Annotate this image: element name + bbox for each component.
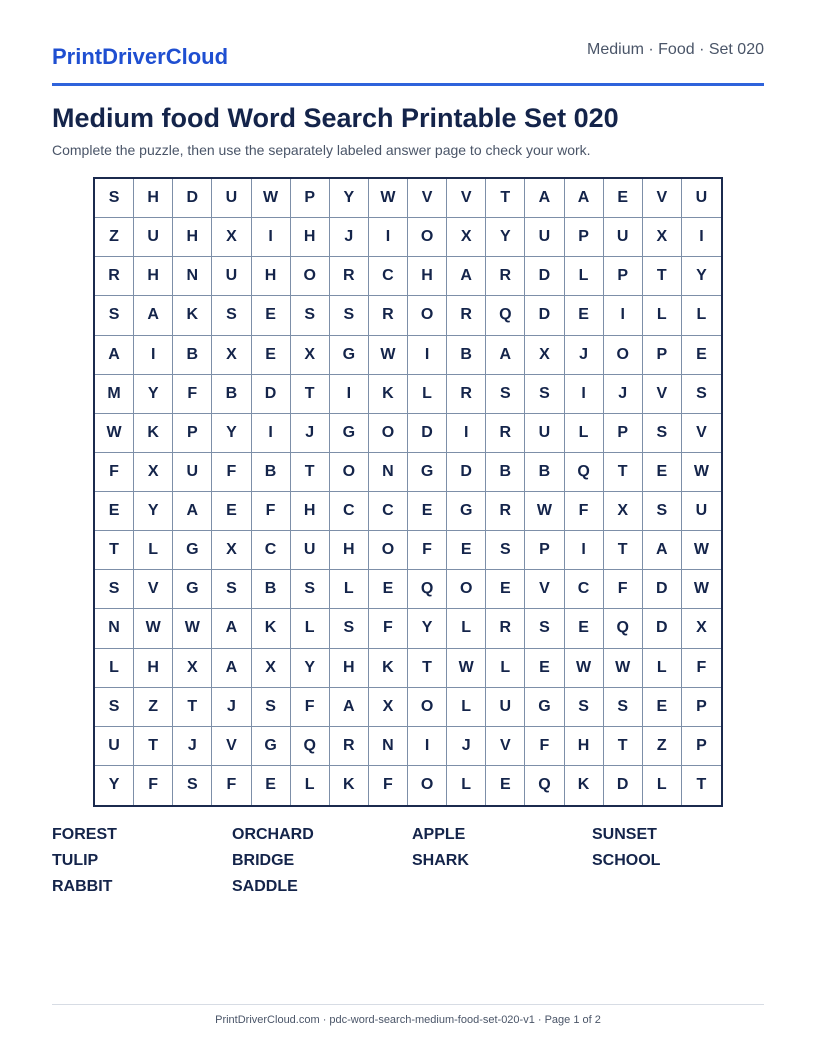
grid-cell: E [643,453,682,492]
grid-cell: H [291,492,330,531]
grid-cell: A [330,688,369,727]
grid-cell: E [682,336,721,375]
grid-cell: S [565,688,604,727]
grid-cell: E [525,649,564,688]
grid-cell: I [565,375,604,414]
grid-cell: F [369,609,408,648]
grid-cell: W [369,179,408,218]
grid-cell: O [408,218,447,257]
grid-cell: R [369,296,408,335]
grid-cell: F [212,453,251,492]
grid-cell: Q [408,570,447,609]
grid-cell: B [212,375,251,414]
grid-cell: A [212,649,251,688]
grid-cell: B [173,336,212,375]
grid-cell: R [95,257,134,296]
grid-cell: S [95,296,134,335]
grid-cell: B [447,336,486,375]
grid-cell: O [291,257,330,296]
grid-cell: U [525,218,564,257]
grid-cell: P [643,336,682,375]
word-list-item: SHARK [412,852,469,869]
grid-cell: X [252,649,291,688]
grid-cell: S [95,688,134,727]
grid-cell: C [369,257,408,296]
grid-cell: X [212,336,251,375]
grid-cell: K [369,649,408,688]
grid-cell: A [486,336,525,375]
grid-cell: A [643,531,682,570]
grid-cell: G [252,727,291,766]
grid-cell: I [565,531,604,570]
grid-cell: L [291,766,330,805]
grid-cell: A [95,336,134,375]
word-list-item: APPLE [412,826,466,843]
word-list-item: SUNSET [592,826,657,843]
grid-cell: H [408,257,447,296]
grid-cell: L [408,375,447,414]
grid-cell: I [369,218,408,257]
grid-cell: E [212,492,251,531]
page-footer: PrintDriverCloud.com · pdc-word-search-medium-food-set-020-v1 · Page 1 of 2 [215,1014,601,1026]
grid-cell: S [291,570,330,609]
grid-cell: V [525,570,564,609]
grid-cell: S [173,766,212,805]
grid-cell: C [252,531,291,570]
grid-cell: D [173,179,212,218]
grid-cell: P [291,179,330,218]
grid-cell: L [643,296,682,335]
grid-cell: S [525,375,564,414]
grid-cell: Y [291,649,330,688]
grid-cell: J [173,727,212,766]
grid-cell: G [173,570,212,609]
grid-cell: K [565,766,604,805]
grid-cell: N [369,727,408,766]
grid-cell: S [682,375,721,414]
word-list-item: BRIDGE [232,852,295,869]
grid-cell: T [134,727,173,766]
grid-cell: D [408,414,447,453]
grid-cell: H [252,257,291,296]
grid-cell: J [291,414,330,453]
grid-cell: W [565,649,604,688]
grid-cell: L [486,649,525,688]
grid-cell: N [369,453,408,492]
grid-cell: F [525,727,564,766]
grid-cell: Y [486,218,525,257]
grid-cell: S [486,531,525,570]
grid-cell: H [173,218,212,257]
grid-cell: T [95,531,134,570]
grid-cell: K [369,375,408,414]
grid-cell: L [291,609,330,648]
grid-cell: Q [291,727,330,766]
grid-cell: W [682,570,721,609]
grid-cell: E [565,609,604,648]
word-list-item: RABBIT [52,878,113,895]
grid-cell: E [252,766,291,805]
grid-cell: I [408,727,447,766]
grid-cell: V [408,179,447,218]
grid-cell: C [565,570,604,609]
grid-cell: R [330,727,369,766]
grid-cell: X [134,453,173,492]
word-list-item: SCHOOL [592,852,661,869]
grid-cell: Y [330,179,369,218]
grid-cell: F [173,375,212,414]
grid-cell: I [682,218,721,257]
grid-cell: T [408,649,447,688]
grid-cell: Q [604,609,643,648]
grid-cell: X [291,336,330,375]
grid-cell: U [486,688,525,727]
grid-cell: Y [95,766,134,805]
grid-cell: G [525,688,564,727]
grid-cell: I [252,414,291,453]
grid-cell: F [408,531,447,570]
grid-cell: E [408,492,447,531]
grid-cell: J [212,688,251,727]
grid-cell: P [682,688,721,727]
grid-cell: B [252,570,291,609]
header-divider [52,83,764,86]
grid-cell: T [604,531,643,570]
grid-cell: S [95,570,134,609]
grid-cell: D [252,375,291,414]
grid-cell: D [604,766,643,805]
grid-cell: K [252,609,291,648]
grid-cell: U [212,257,251,296]
grid-cell: Z [95,218,134,257]
grid-cell: I [134,336,173,375]
grid-cell: K [134,414,173,453]
grid-cell: W [369,336,408,375]
grid-cell: S [643,414,682,453]
grid-cell: L [95,649,134,688]
grid-cell: X [447,218,486,257]
grid-cell: U [134,218,173,257]
grid-cell: V [643,179,682,218]
grid-cell: Y [134,375,173,414]
grid-cell: N [173,257,212,296]
grid-cell: R [486,257,525,296]
grid-cell: S [330,296,369,335]
grid-cell: X [643,218,682,257]
grid-cell: L [565,257,604,296]
grid-cell: O [604,336,643,375]
grid-cell: W [134,609,173,648]
grid-cell: B [486,453,525,492]
grid-cell: R [447,296,486,335]
grid-cell: W [252,179,291,218]
grid-cell: O [330,453,369,492]
grid-cell: O [408,296,447,335]
grid-cell: S [643,492,682,531]
grid-cell: F [291,688,330,727]
grid-cell: X [369,688,408,727]
grid-cell: W [447,649,486,688]
grid-cell: T [291,453,330,492]
grid-cell: S [486,375,525,414]
grid-cell: K [330,766,369,805]
grid-cell: Y [212,414,251,453]
grid-cell: E [486,766,525,805]
grid-cell: L [643,649,682,688]
grid-cell: H [330,531,369,570]
grid-cell: E [447,531,486,570]
grid-cell: W [682,453,721,492]
grid-cell: Q [565,453,604,492]
grid-cell: S [291,296,330,335]
grid-cell: V [682,414,721,453]
grid-cell: W [95,414,134,453]
grid-cell: D [643,570,682,609]
grid-cell: V [643,375,682,414]
grid-cell: K [173,296,212,335]
grid-cell: S [212,570,251,609]
grid-cell: D [447,453,486,492]
grid-cell: B [525,453,564,492]
grid-cell: Q [486,296,525,335]
grid-cell: O [408,688,447,727]
grid-cell: G [447,492,486,531]
grid-cell: D [525,257,564,296]
grid-cell: O [408,766,447,805]
grid-cell: H [565,727,604,766]
grid-cell: U [212,179,251,218]
grid-cell: M [95,375,134,414]
grid-cell: A [525,179,564,218]
grid-cell: H [134,179,173,218]
grid-cell: R [330,257,369,296]
footer-divider [52,1004,764,1005]
grid-cell: U [682,179,721,218]
grid-cell: T [643,257,682,296]
grid-cell: A [134,296,173,335]
grid-cell: L [447,766,486,805]
grid-cell: I [252,218,291,257]
grid-cell: G [408,453,447,492]
grid-cell: F [604,570,643,609]
grid-cell: Y [682,257,721,296]
grid-cell: D [525,296,564,335]
grid-cell: S [252,688,291,727]
grid-cell: C [330,492,369,531]
grid-cell: U [95,727,134,766]
grid-cell: E [252,336,291,375]
grid-cell: P [604,414,643,453]
grid-cell: G [330,414,369,453]
grid-cell: N [95,609,134,648]
grid-cell: U [682,492,721,531]
grid-cell: G [173,531,212,570]
grid-cell: C [369,492,408,531]
grid-cell: X [212,218,251,257]
grid-cell: B [252,453,291,492]
grid-cell: A [447,257,486,296]
grid-cell: F [369,766,408,805]
grid-cell: W [604,649,643,688]
grid-cell: V [212,727,251,766]
grid-cell: Z [643,727,682,766]
grid-cell: L [643,766,682,805]
grid-cell: V [486,727,525,766]
grid-cell: X [173,649,212,688]
grid-cell: J [330,218,369,257]
grid-cell: I [447,414,486,453]
grid-cell: O [447,570,486,609]
grid-cell: L [134,531,173,570]
word-list-item: TULIP [52,852,99,869]
grid-cell: F [565,492,604,531]
grid-cell: Z [134,688,173,727]
grid-cell: J [447,727,486,766]
grid-cell: T [604,727,643,766]
grid-cell: E [95,492,134,531]
grid-cell: X [682,609,721,648]
word-search-grid [93,177,723,807]
grid-cell: I [408,336,447,375]
grid-cell: A [173,492,212,531]
grid-cell: X [604,492,643,531]
page-subtitle: Complete the puzzle, then use the separately labeled answer page to check your work. [52,142,591,158]
grid-cell: F [682,649,721,688]
grid-cell: E [604,179,643,218]
grid-cell: U [525,414,564,453]
grid-cell: W [682,531,721,570]
grid-cell: R [447,375,486,414]
grid-cell: X [525,336,564,375]
grid-cell: P [604,257,643,296]
grid-cell: I [604,296,643,335]
grid-cell: T [696,776,707,794]
grid-cell: P [173,414,212,453]
grid-cell: H [134,649,173,688]
grid-cell: W [525,492,564,531]
grid-cell: R [486,609,525,648]
breadcrumb: Medium · Food · Set 020 [587,41,764,58]
grid-cell: W [173,609,212,648]
grid-cell: P [525,531,564,570]
grid-cell: E [486,570,525,609]
grid-cell: I [330,375,369,414]
grid-cell: Y [408,609,447,648]
grid-cell: F [252,492,291,531]
grid-cell: O [369,414,408,453]
word-list-item: ORCHARD [232,826,314,843]
grid-cell: U [604,218,643,257]
grid-cell: Q [525,766,564,805]
grid-cell: L [447,688,486,727]
grid-cell: S [330,609,369,648]
grid-cell: R [486,492,525,531]
grid-cell: L [447,609,486,648]
grid-cell: X [212,531,251,570]
grid-cell: V [134,570,173,609]
grid-cell: T [291,375,330,414]
grid-cell: T [604,453,643,492]
grid-cell: A [212,609,251,648]
grid-cell: S [525,609,564,648]
grid-cell: T [173,688,212,727]
grid-cell: O [369,531,408,570]
grid-cell: F [212,766,251,805]
grid-cell: S [95,179,134,218]
grid-cell: Y [134,492,173,531]
grid-cell: D [643,609,682,648]
grid-cell: F [95,453,134,492]
word-list-item: SADDLE [232,878,298,895]
grid-cell: E [643,688,682,727]
word-list [52,826,772,896]
grid-cell: J [565,336,604,375]
brand-logo[interactable]: PrintDriverCloud [52,44,229,69]
grid-cell: E [252,296,291,335]
grid-cell: L [682,296,721,335]
grid-cell: V [447,179,486,218]
page-title: Medium food Word Search Printable Set 020 [52,103,619,133]
grid-cell: E [565,296,604,335]
grid-cell: P [565,218,604,257]
grid-cell: T [486,179,525,218]
grid-cell: L [330,570,369,609]
grid-cell: H [134,257,173,296]
grid-cell: J [604,375,643,414]
grid-cell: S [604,688,643,727]
grid-cell: L [565,414,604,453]
grid-cell: U [173,453,212,492]
grid-cell: S [212,296,251,335]
grid-cell: H [330,649,369,688]
grid-cell: F [134,766,173,805]
grid-cell: H [291,218,330,257]
grid-cell: R [486,414,525,453]
word-list-item: FOREST [52,826,117,843]
grid-cell: A [565,179,604,218]
grid-cell: U [291,531,330,570]
grid-cell: P [682,727,721,766]
grid-cell: E [369,570,408,609]
grid-cell: G [330,336,369,375]
